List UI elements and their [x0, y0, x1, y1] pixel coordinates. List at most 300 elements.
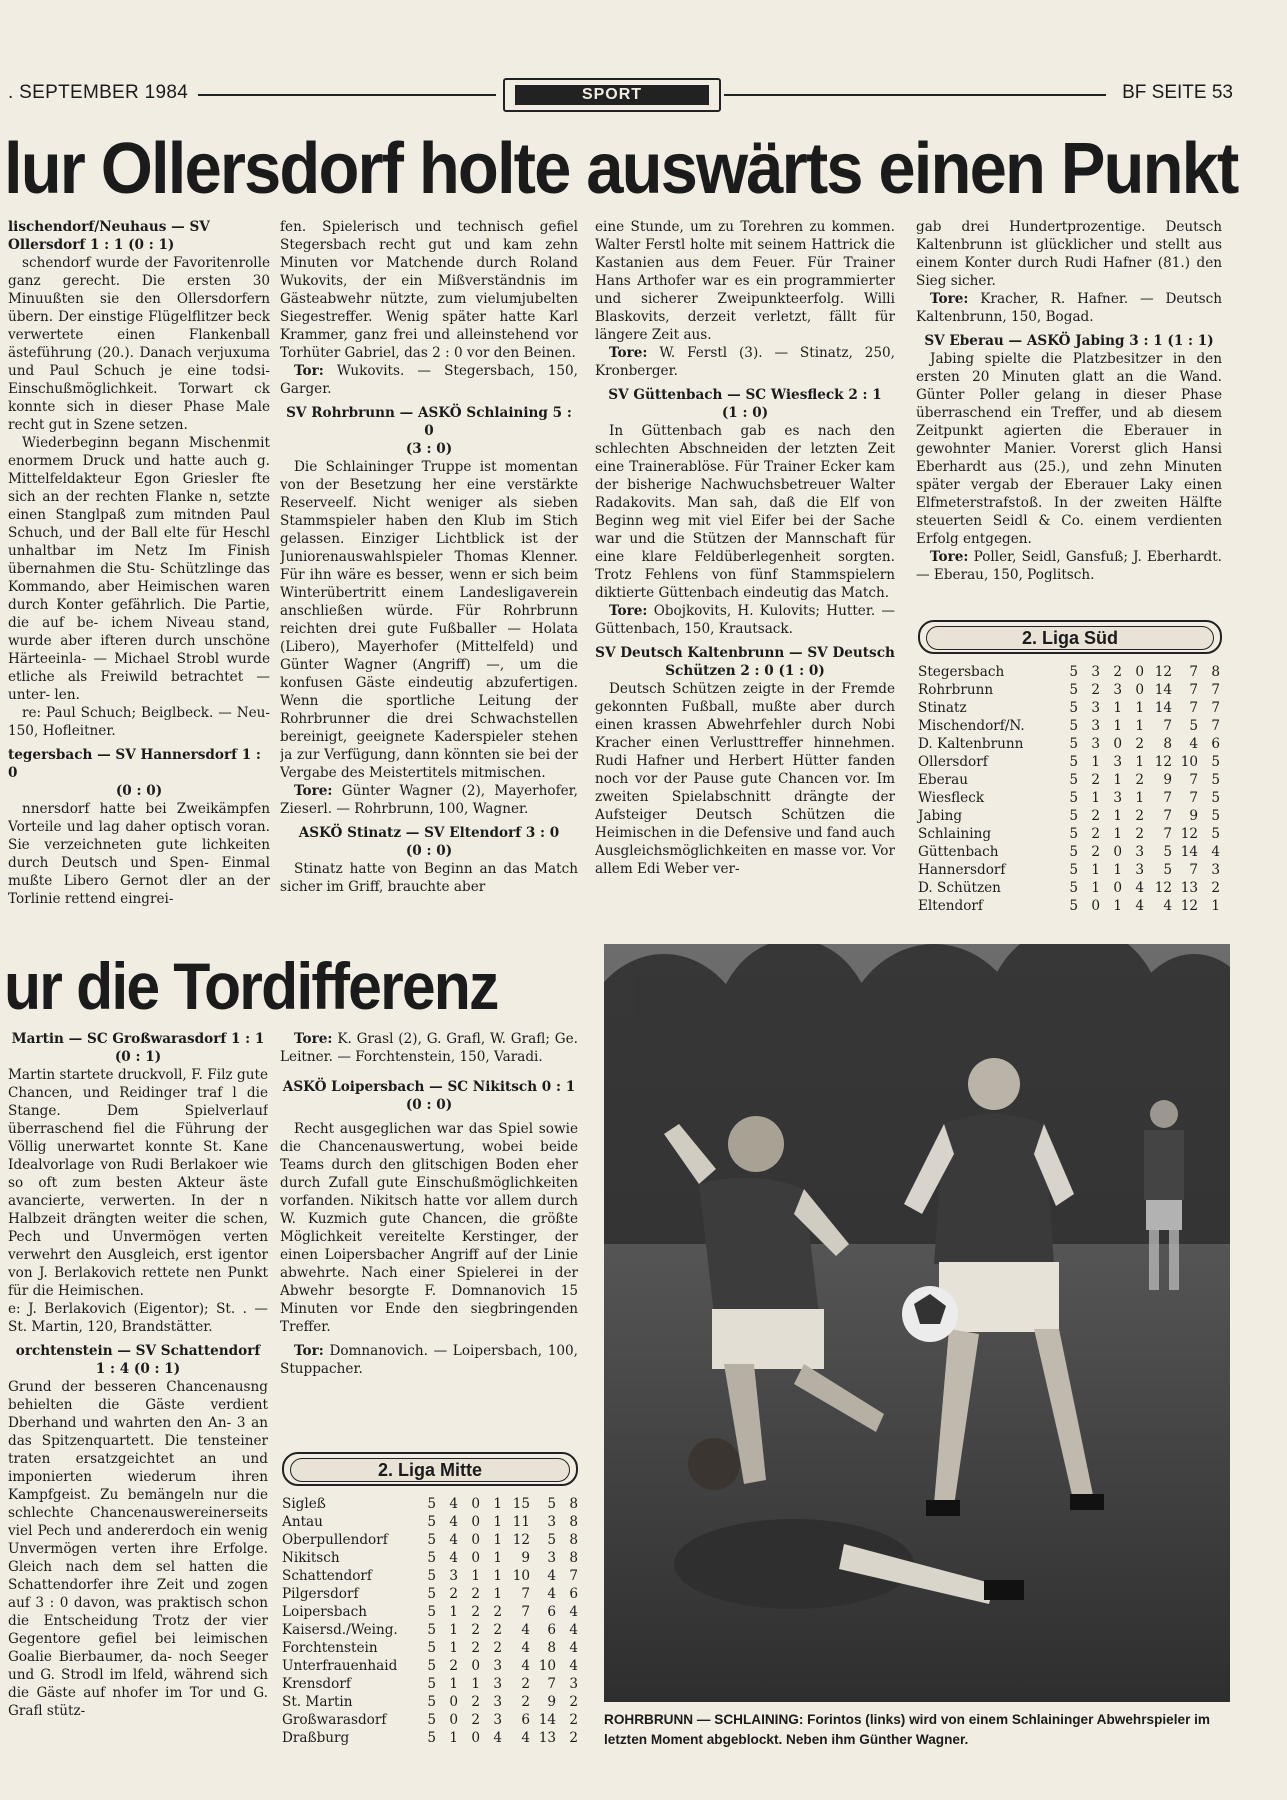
- team-name: Jabing: [918, 808, 963, 824]
- match-scorers: [595, 602, 895, 638]
- team-name: Eltendorf: [918, 898, 983, 914]
- match-scorers: [916, 548, 1222, 584]
- table-cell: 1: [449, 1676, 458, 1692]
- team-name: Nikitsch: [282, 1550, 340, 1566]
- article-paragraph: Stinatz hatte von Beginn an das Match sicher im Griff, brauchte aber: [280, 861, 578, 895]
- table-row: [918, 843, 1220, 861]
- table-cell: 2: [449, 1658, 458, 1674]
- scorers-text: Kracher, R. Hafner. — Deutsch Kaltenbrunn, 150, Bogad.: [916, 291, 1222, 325]
- table-cell: 12: [512, 1532, 530, 1548]
- table-row: [918, 825, 1220, 843]
- table-cell: 3: [569, 1676, 578, 1692]
- table-cell: 10: [538, 1658, 556, 1674]
- table-row: [918, 753, 1220, 771]
- table-cell: 2: [521, 1694, 530, 1710]
- scorers-text: Obojkovits, H. Kulovits; Hutter. — Güttenbach, 150, Krautsack.: [595, 603, 895, 637]
- table-cell: 2: [1113, 664, 1122, 680]
- team-name: Güttenbach: [918, 844, 999, 860]
- table-cell: 5: [1069, 790, 1078, 806]
- table-cell: 5: [427, 1730, 436, 1746]
- article-column-6: [280, 1030, 578, 1430]
- table-row: [282, 1585, 578, 1603]
- league-table-title: 2. Liga Mitte: [290, 1458, 570, 1482]
- table-cell: 2: [569, 1730, 578, 1746]
- table-cell: 7: [521, 1604, 530, 1620]
- table-cell: 1: [471, 1568, 480, 1584]
- table-cell: 14: [538, 1712, 556, 1728]
- table-cell: 5: [1211, 826, 1220, 842]
- table-cell: 1: [493, 1496, 502, 1512]
- match-heading: SV Deutsch Kaltenbrunn — SV Deutsch Schützen 2 : 0 (1 : 0): [595, 645, 895, 679]
- match-photo-illustration: [604, 944, 1230, 1702]
- table-cell: 5: [1069, 862, 1078, 878]
- article-paragraph: gab drei Hundertprozentige. Deutsch Kaltenbrunn ist glücklicher und stellt aus einem Konter durch Rudi Hafner (81.) den Sieg sicher.: [916, 219, 1222, 289]
- team-name: Loipersbach: [282, 1604, 367, 1620]
- scorers-label: Tore:: [609, 603, 648, 619]
- table-row: [918, 879, 1220, 897]
- table-cell: 0: [471, 1532, 480, 1548]
- table-cell: 5: [1211, 754, 1220, 770]
- table-cell: 12: [1180, 898, 1198, 914]
- table-row: [282, 1675, 578, 1693]
- table-cell: 2: [1091, 808, 1100, 824]
- table-cell: 1: [1091, 754, 1100, 770]
- table-cell: 3: [449, 1568, 458, 1584]
- table-cell: 7: [1189, 772, 1198, 788]
- table-cell: 0: [471, 1496, 480, 1512]
- table-cell: 1: [1113, 718, 1122, 734]
- match-heading: tegersbach — SV Hannersdorf 1 : 0: [8, 747, 261, 781]
- table-cell: 6: [521, 1712, 530, 1728]
- table-row: [918, 861, 1220, 879]
- table-cell: 4: [449, 1496, 458, 1512]
- table-cell: 2: [471, 1712, 480, 1728]
- match-scorers: [280, 362, 578, 398]
- table-cell: 5: [427, 1622, 436, 1638]
- table-row: [282, 1657, 578, 1675]
- table-cell: 7: [1189, 862, 1198, 878]
- table-cell: 5: [1163, 862, 1172, 878]
- table-cell: 8: [569, 1496, 578, 1512]
- table-row: [918, 699, 1220, 717]
- table-cell: 4: [449, 1532, 458, 1548]
- table-cell: 3: [493, 1676, 502, 1692]
- table-cell: 7: [569, 1568, 578, 1584]
- table-row: [282, 1711, 578, 1729]
- table-cell: 5: [547, 1532, 556, 1548]
- match-scorers: [280, 1030, 578, 1066]
- table-cell: 4: [569, 1604, 578, 1620]
- table-row: [282, 1567, 578, 1585]
- table-cell: 5: [1189, 718, 1198, 734]
- table-cell: 7: [547, 1676, 556, 1692]
- match-halftime: (0 : 1): [114, 1049, 162, 1065]
- table-cell: 7: [1189, 700, 1198, 716]
- table-cell: 2: [1211, 880, 1220, 896]
- table-cell: 12: [1154, 754, 1172, 770]
- match-scorers: [280, 782, 578, 818]
- table-cell: 1: [1113, 808, 1122, 824]
- match-halftime: (3 : 0): [405, 441, 453, 457]
- article-column-4: [916, 218, 1222, 618]
- team-name: Ollersdorf: [918, 754, 988, 770]
- team-name: Sigleß: [282, 1496, 326, 1512]
- table-cell: 10: [512, 1568, 530, 1584]
- table-cell: 4: [1135, 898, 1144, 914]
- match-heading: SV Rohrbrunn — ASKÖ Schlaining 5 : 0: [286, 405, 572, 439]
- table-cell: 0: [1135, 664, 1144, 680]
- team-name: Draßburg: [282, 1730, 350, 1746]
- table-cell: 1: [1135, 700, 1144, 716]
- table-cell: 5: [427, 1676, 436, 1692]
- table-cell: 2: [493, 1622, 502, 1638]
- team-name: Großwarasdorf: [282, 1712, 387, 1728]
- team-name: Stinatz: [918, 700, 967, 716]
- table-cell: 5: [427, 1694, 436, 1710]
- table-cell: 9: [1189, 808, 1198, 824]
- table-cell: 0: [1113, 844, 1122, 860]
- team-name: Pilgersdorf: [282, 1586, 359, 1602]
- table-row: [918, 807, 1220, 825]
- table-cell: 6: [547, 1604, 556, 1620]
- table-cell: 0: [1135, 682, 1144, 698]
- team-name: Schattendorf: [282, 1568, 372, 1584]
- team-name: Hannersdorf: [918, 862, 1006, 878]
- table-cell: 3: [1113, 754, 1122, 770]
- table-cell: 4: [547, 1568, 556, 1584]
- table-cell: 1: [471, 1676, 480, 1692]
- match-heading: orchtenstein — SV Schattendorf: [15, 1343, 261, 1359]
- table-cell: 1: [1135, 754, 1144, 770]
- match-halftime: (1 : 0): [721, 405, 769, 421]
- table-cell: 5: [1069, 718, 1078, 734]
- table-row: [918, 771, 1220, 789]
- article-paragraph: schendorf wurde der Favoritenrolle ganz gerecht. Die ersten 30 Minuußten sie den Ollersdorfern übern. Der einstige Flügelflitzer beck verwertete einen Flankenball ästeführung (20.). Danach verjuxuma und Paul Schuch je eine todsi- Einschußmöglichkeit. Torwart ck konnte sich in dieser Phase Male recht gut in Szene setzen.: [8, 255, 270, 433]
- table-cell: 4: [521, 1730, 530, 1746]
- scorers-label: Tore:: [294, 783, 333, 799]
- table-cell: 3: [1135, 862, 1144, 878]
- table-cell: 6: [547, 1622, 556, 1638]
- article-paragraph: eine Stunde, um zu Torehren zu kommen. Walter Ferstl holte mit seinem Hattrick die Kastanien aus dem Feuer. Für Trainer Hans Arthofer war es ein programmierter und sicherer Zweipunkteerfolg. Willi Blaskovits, derzeit verletzt, fällt für längere Zeit aus.: [595, 219, 895, 343]
- page-number: BF SEITE 53: [1122, 82, 1233, 103]
- table-cell: 2: [1135, 808, 1144, 824]
- table-cell: 7: [1211, 682, 1220, 698]
- table-cell: 1: [1091, 862, 1100, 878]
- table-cell: 13: [1180, 880, 1198, 896]
- table-row: [282, 1639, 578, 1657]
- table-cell: 7: [1163, 718, 1172, 734]
- article-paragraph: Deutsch Schützen zeigte in der Fremde gekonnten Fußball, mußte aber durch einen krassen Abwehrfehler durch Nobi Kracher einen Verlusttreffer hinnehmen. Rudi Hafner und Herbert Hütter fanden noch vor der Pause gute Chancen vor. Im zweiten Spielabschnitt drängte der Aufsteiger Deutsch Schützen die Heimischen in die Defensive und fand auch Ausgleichsmöglichkeiten en masse vor. Vor allem Edi Weber ver-: [595, 681, 895, 877]
- team-name: Schlaining: [918, 826, 992, 842]
- league-table-title-box: [282, 1452, 578, 1486]
- table-cell: 7: [1211, 718, 1220, 734]
- table-cell: 1: [1113, 826, 1122, 842]
- table-cell: 9: [1163, 772, 1172, 788]
- article-paragraph: Martin startete druckvoll, F. Filz gute Chancen, und Reidinger traf l die Stange. Dem Spielverlauf überraschend fiel die Führung der Völlig unerwartet konnte St. Kane Idealvorlage von Rudi Berlakoer wie so oft zum besten Akteur äste avancierte, verwerten. In der n Halbzeit drängten weiter die schen, Pech und Unvermögen verten verwehrt den Ausgleich, erst igentor von J. Berlakovich rettete nen Punkt für die Heimischen.: [8, 1067, 268, 1299]
- table-row: [282, 1513, 578, 1531]
- table-cell: 7: [1163, 790, 1172, 806]
- table-row: [918, 789, 1220, 807]
- article-column-2: [280, 218, 578, 916]
- table-cell: 5: [1069, 808, 1078, 824]
- article-column-1: [8, 218, 270, 916]
- table-cell: 9: [521, 1550, 530, 1566]
- table-cell: 5: [547, 1496, 556, 1512]
- scorers-text: Günter Wagner (2), Mayerhofer, Zieserl. — Rohrbrunn, 100, Wagner.: [280, 783, 578, 817]
- table-cell: 1: [1113, 772, 1122, 788]
- table-cell: 2: [493, 1640, 502, 1656]
- league-table-title-box: [918, 620, 1222, 654]
- match-scorers: [280, 1342, 578, 1378]
- team-name: Mischendorf/N.: [918, 718, 1025, 734]
- article-column-5: [8, 1030, 268, 1790]
- league-table-mitte: [282, 1495, 578, 1747]
- table-cell: 7: [1163, 826, 1172, 842]
- table-cell: 11: [512, 1514, 530, 1530]
- table-row: [282, 1495, 578, 1513]
- team-name: Wiesfleck: [918, 790, 985, 806]
- table-cell: 0: [1091, 898, 1100, 914]
- table-cell: 12: [1154, 664, 1172, 680]
- match-heading: lischendorf/Neuhaus — SV Ollersdorf 1 : 1 (0 : 1): [8, 219, 210, 253]
- table-cell: 2: [471, 1586, 480, 1602]
- scorers-text: Domnanovich. — Loipersbach, 100, Stuppacher.: [280, 1343, 578, 1377]
- match-halftime: (0 : 0): [405, 843, 453, 859]
- table-cell: 3: [1113, 682, 1122, 698]
- table-cell: 3: [547, 1514, 556, 1530]
- team-name: D. Kaltenbrunn: [918, 736, 1024, 752]
- article-paragraph: Jabing spielte die Platzbesitzer in den ersten 20 Minuten glatt an die Wand. Günter Poller gelang in dieser Phase überraschend ein Treffer, und ab diesem Zeitpunkt agierten die Eberauer in gewohnter Manier. Vorerst glich Hansi Eberhardt aus (25.), und zehn Minuten später vergab der Eberauer Laky einen Elfmeterstrafstoß. In der zweiten Hälfte steuerten Seidl & Co. einem verdienten Erfolg entgegen.: [916, 351, 1222, 547]
- scorers-text: W. Ferstl (3). — Stinatz, 250, Kronberger.: [595, 345, 895, 379]
- table-row: [282, 1549, 578, 1567]
- table-cell: 1: [1113, 898, 1122, 914]
- table-cell: 2: [569, 1694, 578, 1710]
- table-cell: 4: [449, 1514, 458, 1530]
- table-cell: 1: [493, 1586, 502, 1602]
- table-cell: 12: [1180, 826, 1198, 842]
- scorers-label: Tore:: [294, 1031, 333, 1047]
- table-cell: 2: [521, 1676, 530, 1692]
- table-cell: 3: [1091, 664, 1100, 680]
- table-cell: 1: [493, 1550, 502, 1566]
- table-cell: 1: [493, 1514, 502, 1530]
- table-cell: 5: [1069, 682, 1078, 698]
- table-cell: 5: [427, 1604, 436, 1620]
- table-cell: 3: [493, 1694, 502, 1710]
- table-cell: 4: [1135, 880, 1144, 896]
- table-cell: 0: [471, 1658, 480, 1674]
- match-scorers: [595, 344, 895, 380]
- table-cell: 3: [1113, 790, 1122, 806]
- table-cell: 14: [1154, 682, 1172, 698]
- match-scorers: [916, 290, 1222, 326]
- table-row: [282, 1531, 578, 1549]
- table-cell: 7: [1211, 700, 1220, 716]
- table-cell: 5: [1069, 898, 1078, 914]
- article-paragraph: Grund der besseren Chancenausng behielten die Gäste verdient Dberhand und wahrten den An- 3 an das Spitzenquartett. Die tensteiner traten ersatzgeichtet an und imponierten wiederum ihren Kampfgeist. Zu bemängeln nur die schlechte Chancenauswereinerseits viel Pech und andererdoch ein wenig Unvermögen verten ihre Erfolge. Gleich nach dem sel hatten die Schattendorfer ihre Zeit und zogen auf 3 : 0 davon, was praktisch schon die Entscheidung Trotz der vier Gegentore gefiel bei leimischen Goalie Bierbaumer, da- noch Seeger und G. Strodl im lfeld, während sich die Gäste auf nhofer im Tor und G. Grafl stütz-: [8, 1379, 268, 1719]
- table-cell: 4: [569, 1622, 578, 1638]
- table-cell: 5: [427, 1712, 436, 1728]
- team-name: Krensdorf: [282, 1676, 351, 1692]
- match-halftime: (0 : 0): [115, 783, 163, 799]
- table-cell: 1: [1113, 700, 1122, 716]
- table-cell: 4: [1189, 736, 1198, 752]
- table-cell: 2: [1091, 844, 1100, 860]
- table-cell: 1: [1091, 790, 1100, 806]
- league-table-title: 2. Liga Süd: [926, 626, 1214, 650]
- table-cell: 7: [1163, 808, 1172, 824]
- issue-date: . SEPTEMBER 1984: [8, 82, 189, 103]
- table-row: [282, 1621, 578, 1639]
- article-paragraph: Recht ausgeglichen war das Spiel sowie die Chancenauswertung, wobei beide Teams durch den glitschigen Boden eher durch Zufall gute Einschußmöglichkeiten vorfanden. Nikitsch hatte vor allem durch W. Kuzmich gute Chancen, die größte Möglichkeit vereitelte Kerstinger, der einen Loipersbacher Angriff auf der Linie abwehrte. Nach einer Spielerei in der Abwehr besorgte F. Domnanovich 15 Minuten vor Ende den siegbringenden Treffer.: [280, 1121, 578, 1335]
- section-label-box: [503, 78, 721, 112]
- table-cell: 3: [1135, 844, 1144, 860]
- table-cell: 5: [427, 1658, 436, 1674]
- table-cell: 1: [449, 1622, 458, 1638]
- table-cell: 0: [1113, 880, 1122, 896]
- table-cell: 4: [521, 1640, 530, 1656]
- table-cell: 7: [1189, 790, 1198, 806]
- table-cell: 2: [471, 1640, 480, 1656]
- table-cell: 1: [1113, 862, 1122, 878]
- match-scorers: re: Paul Schuch; Beiglbeck. — Neu- 150, Hofleitner.: [8, 705, 270, 739]
- table-cell: 4: [569, 1658, 578, 1674]
- scorers-text: K. Grasl (2), G. Grafl, W. Grafl; Ge. Leitner. — Forchtenstein, 150, Varadi.: [280, 1031, 578, 1065]
- table-cell: 1: [1135, 718, 1144, 734]
- match-halftime: 1 : 4 (0 : 1): [95, 1361, 181, 1377]
- table-cell: 1: [1135, 790, 1144, 806]
- table-cell: 5: [427, 1514, 436, 1530]
- table-cell: 0: [471, 1514, 480, 1530]
- table-cell: 5: [1069, 880, 1078, 896]
- table-cell: 7: [1189, 682, 1198, 698]
- table-cell: 3: [1091, 700, 1100, 716]
- team-name: Antau: [282, 1514, 323, 1530]
- match-scorers: e: J. Berlakovich (Eigentor); St. . — St. Martin, 120, Brandstätter.: [8, 1301, 268, 1335]
- table-cell: 5: [1069, 844, 1078, 860]
- match-heading: SV Eberau — ASKÖ Jabing 3 : 1 (1 : 1): [924, 333, 1214, 349]
- table-cell: 5: [1069, 826, 1078, 842]
- table-cell: 2: [471, 1694, 480, 1710]
- table-cell: 5: [1211, 772, 1220, 788]
- article-paragraph: nnersdorf hatte bei Zweikämpfen Vorteile und lag daher optisch voran. Sie verzeichneten gute lichkeiten durch Deutsch und Spen- Einmal mußte Libero Gernot dler an der Torlinie rettend eingrei-: [8, 801, 270, 907]
- table-cell: 2: [471, 1622, 480, 1638]
- article-paragraph: Wiederbeginn begann Mischenmit enormem Druck und hatte auch g. Mittelfeldakteur Egon Griesler fte sich an der rechten Flanke n, setzte einen Stanglpaß zum mitnden Paul Schuch, und der Ball elte für Heschl unhaltbar im Netz Im Finish übernahmen die Stu- Schützlinge das Kommando, aber Heimischen waren durch Konter gefährlich. Die Partie, die auf be- ichem Niveau stand, wurde aber ifteren durch unschöne Härteeinla- — Michael Strobl wurde etliche als Freiwild betrachtet — unter- len.: [8, 435, 270, 703]
- table-row: [282, 1729, 578, 1747]
- headline-tordifferenz: ur die Tordifferenz: [4, 949, 498, 1023]
- table-cell: 6: [1211, 736, 1220, 752]
- table-cell: 1: [1211, 898, 1220, 914]
- match-heading: ASKÖ Stinatz — SV Eltendorf 3 : 0: [298, 825, 560, 841]
- scorers-label: Tor:: [294, 1343, 324, 1359]
- table-row: [282, 1603, 578, 1621]
- team-name: Kaisersd./Weing.: [282, 1622, 398, 1638]
- table-cell: 10: [1180, 754, 1198, 770]
- table-cell: 14: [1180, 844, 1198, 860]
- match-halftime: (0 : 0): [405, 1097, 453, 1113]
- photo-caption: ROHRBRUNN — SCHLAINING: Forintos (links) wird von einem Schlaininger Abwehrspieler im letzten Moment abgeblockt. Neben ihm Günther Wagner.: [604, 1712, 1210, 1747]
- table-cell: 2: [1091, 682, 1100, 698]
- table-cell: 1: [493, 1532, 502, 1548]
- table-cell: 2: [1135, 826, 1144, 842]
- table-cell: 8: [547, 1640, 556, 1656]
- team-name: Unterfrauenhaid: [282, 1658, 398, 1674]
- table-cell: 12: [1154, 880, 1172, 896]
- article-column-3: [595, 218, 895, 916]
- table-cell: 7: [1189, 664, 1198, 680]
- table-cell: 0: [1113, 736, 1122, 752]
- league-table-sued: [918, 663, 1220, 915]
- table-cell: 2: [1135, 736, 1144, 752]
- table-cell: 15: [512, 1496, 530, 1512]
- table-cell: 3: [1091, 736, 1100, 752]
- scorers-label: Tore:: [609, 345, 648, 361]
- table-cell: 2: [471, 1604, 480, 1620]
- match-heading: Martin — SC Großwarasdorf 1 : 1: [11, 1031, 265, 1047]
- table-cell: 6: [569, 1586, 578, 1602]
- article-paragraph: In Güttenbach gab es nach den schlechten Abschneiden der letzten Zeit eine Trainerablöse. Für Trainer Ecker kam der bisherige Nachwuchsbetreuer Walter Radakovits. Man sah, daß die Elf von Beginn weg mit viel Eifer bei der Sache war und die Stützen der Mannschaft für eine klare Feldüberlegenheit sorgten. Trotz Fehlens von fünf Stammspielern diktierte Güttenbach eindeutig das Match.: [595, 423, 895, 601]
- table-cell: 4: [1163, 898, 1172, 914]
- table-cell: 0: [449, 1712, 458, 1728]
- table-cell: 5: [1069, 736, 1078, 752]
- table-cell: 3: [547, 1550, 556, 1566]
- table-cell: 8: [1211, 664, 1220, 680]
- team-name: St. Martin: [282, 1694, 353, 1710]
- table-cell: 1: [1091, 880, 1100, 896]
- table-cell: 3: [1211, 862, 1220, 878]
- scorers-label: Tor:: [294, 363, 324, 379]
- table-cell: 9: [547, 1694, 556, 1710]
- team-name: Forchtenstein: [282, 1640, 378, 1656]
- table-cell: 4: [547, 1586, 556, 1602]
- match-heading: ASKÖ Loipersbach — SC Nikitsch 0 : 1: [282, 1079, 576, 1095]
- table-cell: 2: [1135, 772, 1144, 788]
- team-name: D. Schützen: [918, 880, 1001, 896]
- table-cell: 8: [569, 1550, 578, 1566]
- table-cell: 7: [521, 1586, 530, 1602]
- table-cell: 1: [493, 1568, 502, 1584]
- table-cell: 5: [1069, 754, 1078, 770]
- table-row: [918, 681, 1220, 699]
- scorers-text: Poller, Seidl, Gansfuß; J. Eberhardt. — Eberau, 150, Poglitsch.: [916, 549, 1222, 583]
- table-cell: 8: [1163, 736, 1172, 752]
- table-cell: 3: [493, 1658, 502, 1674]
- table-row: [918, 735, 1220, 753]
- table-cell: 4: [1211, 844, 1220, 860]
- table-cell: 4: [493, 1730, 502, 1746]
- headline-ollersdorf: lur Ollersdorf holte auswärts einen Punkt: [4, 129, 1238, 209]
- table-cell: 5: [427, 1550, 436, 1566]
- table-cell: 2: [1091, 826, 1100, 842]
- table-cell: 2: [569, 1712, 578, 1728]
- table-cell: 5: [427, 1496, 436, 1512]
- scorers-label: Tore:: [930, 291, 969, 307]
- table-cell: 14: [1154, 700, 1172, 716]
- match-heading: SV Güttenbach — SC Wiesfleck 2 : 1: [608, 387, 882, 403]
- table-cell: 5: [427, 1568, 436, 1584]
- table-cell: 5: [427, 1586, 436, 1602]
- team-name: Oberpullendorf: [282, 1532, 388, 1548]
- table-cell: 5: [1163, 844, 1172, 860]
- table-cell: 5: [1211, 790, 1220, 806]
- table-cell: 8: [569, 1514, 578, 1530]
- table-cell: 2: [493, 1604, 502, 1620]
- header-rule-left: [198, 94, 496, 96]
- article-paragraph: Die Schlaininger Truppe ist momentan von der Besetzung her eine verstärkte Reserveelf. Nicht weniger als sieben Stammspieler haben den Klub im Stich gelassen. Einziger Lichtblick ist der Juniorenauswahlspieler Thomas Klenner. Für ihn wäre es besser, wenn er sich beim Winterübertritt einem Landesligaverein anschließen würde. Für Rohrbrunn reichten drei gute Fußballer — Holata (Libero), Mayerhofer (Mittelfeld) und Günter Wagner (Angriff) —, um die konfusen Gäste eindeutig abzufertigen. Wenn die sportliche Leitung der Rohrbrunner die drei Schwachstellen bereinigt, geeignete Kaderspieler stehen ja zur Verfügung, dann könnten sie bei der Vergabe des Meistertitels mitmischen.: [280, 459, 578, 781]
- table-cell: 5: [1069, 664, 1078, 680]
- table-cell: 13: [538, 1730, 556, 1746]
- table-cell: 3: [493, 1712, 502, 1728]
